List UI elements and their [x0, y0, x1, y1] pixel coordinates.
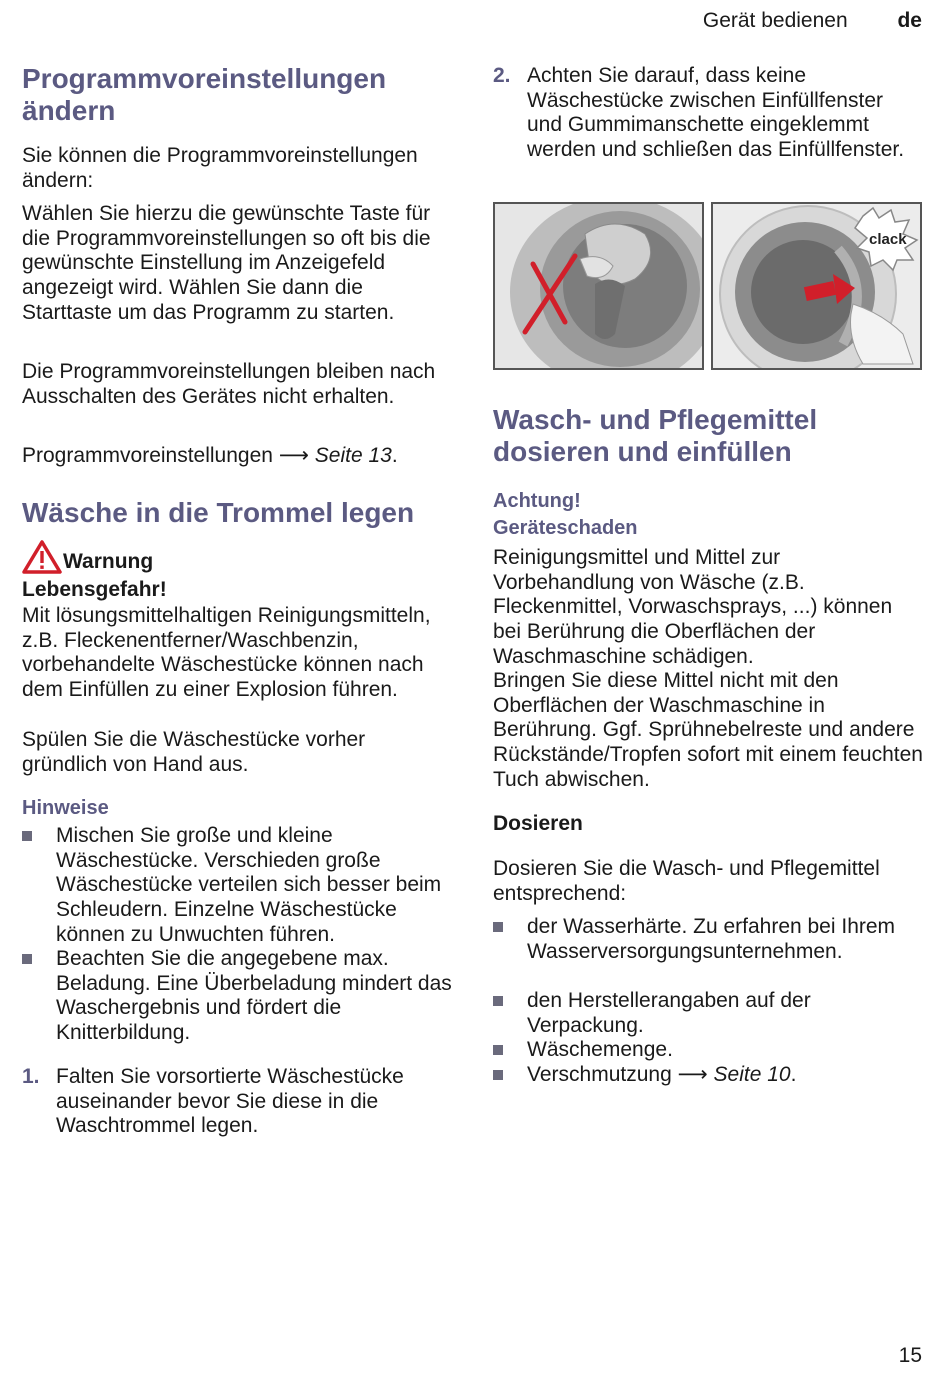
presets-page-reference: Programmvoreinstellungen ⟶ Seite 13. — [22, 444, 398, 467]
figure-laundry-trapped — [493, 202, 704, 370]
dosing-item-text: der Wasserhärte. Zu erfahren bei Ihrem Wasserversorgungsunternehmen. — [527, 915, 896, 963]
warning-text: Mit lösungsmittelhaltigen Reinigungsmitteln, z.B. Fleckenentferner/Waschbenzin, vorbehandelte Wäschestücke können nach dem Einfüllen zu einer Explosion führen. — [22, 604, 431, 702]
caution-subtitle: Geräteschaden — [493, 517, 638, 539]
paragraph-presets-retention: Die Programmvoreinstellungen bleiben nach Ausschalten des Gerätes nicht erhalten. — [22, 360, 436, 408]
section-title: Gerät bedienen — [702, 9, 848, 32]
dosing-item-text: Wäschemenge. — [527, 1038, 673, 1061]
dosing-heading: Dosieren — [493, 812, 583, 835]
step-number: 2. — [493, 64, 511, 87]
reference-page-link[interactable]: Seite 13 — [314, 444, 392, 467]
heading-presets: Programmvoreinstellungen ändern — [22, 63, 387, 126]
hints-label: Hinweise — [22, 797, 109, 819]
warning-instruction: Spülen Sie die Wäschestücke vorher gründlich von Hand aus. — [22, 728, 366, 776]
arrow-right-icon: ⟶ — [677, 1063, 708, 1086]
closing-door-illustration — [713, 204, 920, 368]
bullet-icon — [493, 996, 503, 1006]
dosing-item-reference: Verschmutzung ⟶ Seite 10. — [527, 1063, 797, 1086]
hint-text: Beachten Sie die angegebene max. Beladung. Eine Überbeladung mindert das Waschergebnis und fördert die Knitterbildung. — [56, 947, 452, 1045]
bullet-icon — [22, 954, 32, 964]
caution-instruction: Bringen Sie diese Mittel nicht mit den Oberflächen der Waschmaschine in Berührung. Ggf. Sprühnebelreste und andere Rückstände/Tropfen sofort mit einem feuchten Tuch abwischen. — [493, 669, 923, 791]
arrow-right-icon: ⟶ — [278, 444, 309, 467]
bullet-icon — [493, 922, 503, 932]
warning-triangle-icon — [22, 540, 62, 574]
warning-subtitle: Lebensgefahr! — [22, 578, 167, 601]
step-number: 1. — [22, 1065, 40, 1088]
dosing-item-text: den Herstellerangaben auf der Verpackung. — [527, 989, 811, 1037]
laundry-trapped-illustration — [495, 204, 702, 368]
dosing-item-text: Verschmutzung — [527, 1063, 672, 1086]
figure-closing-door — [711, 202, 922, 370]
step-text: Achten Sie darauf, dass keine Wäschestücke zwischen Einfüllfenster und Gummimanschette eingeklemmt werden und schließen das Einfüllfenster. — [527, 64, 905, 162]
hint-text: Mischen Sie große und kleine Wäschestücke. Verschieden große Wäschestücke verteilen sich besser beim Schleudern. Einzelne Wäschestücke können zu Unwuchten führen. — [56, 824, 442, 946]
page-header — [703, 8, 922, 34]
page-number: 15 — [898, 1344, 922, 1367]
clack-label: clack — [869, 231, 907, 248]
dosing-intro: Dosieren Sie die Wasch- und Pflegemittel entsprechend: — [493, 857, 880, 905]
paragraph-presets-howto: Wählen Sie hierzu die gewünschte Taste für die Programmvoreinstellungen so oft bis die gewünschte Einstellung im Anzeigefeld angezeigt wird. Wählen Sie dann die Starttaste um das Programm zu starten. — [22, 202, 431, 324]
bullet-icon — [493, 1045, 503, 1055]
reference-text: Programmvoreinstellungen — [22, 444, 273, 467]
language-code: de — [897, 9, 922, 32]
paragraph-presets-intro: Sie können die Programmvoreinstellungen ändern: — [22, 144, 418, 192]
step-text: Falten Sie vorsortierte Wäschestücke auseinander bevor Sie diese in die Waschtrommel legen. — [56, 1065, 404, 1138]
caution-text: Reinigungsmittel und Mittel zur Vorbehandlung von Wäsche (z.B. Fleckenmittel, Vorwaschsprays, ...) können bei Berührung die Oberflächen der Waschmaschine schädigen. — [493, 546, 893, 668]
heading-laundry: Wäsche in die Trommel legen — [22, 497, 415, 528]
reference-page-link[interactable]: Seite 10 — [713, 1063, 791, 1086]
bullet-icon — [493, 1070, 503, 1080]
bullet-icon — [22, 831, 32, 841]
caution-label: Achtung! — [493, 490, 581, 512]
warning-title: Warnung — [63, 550, 154, 573]
heading-detergent: Wasch- und Pflegemittel dosieren und einfüllen — [493, 404, 818, 467]
